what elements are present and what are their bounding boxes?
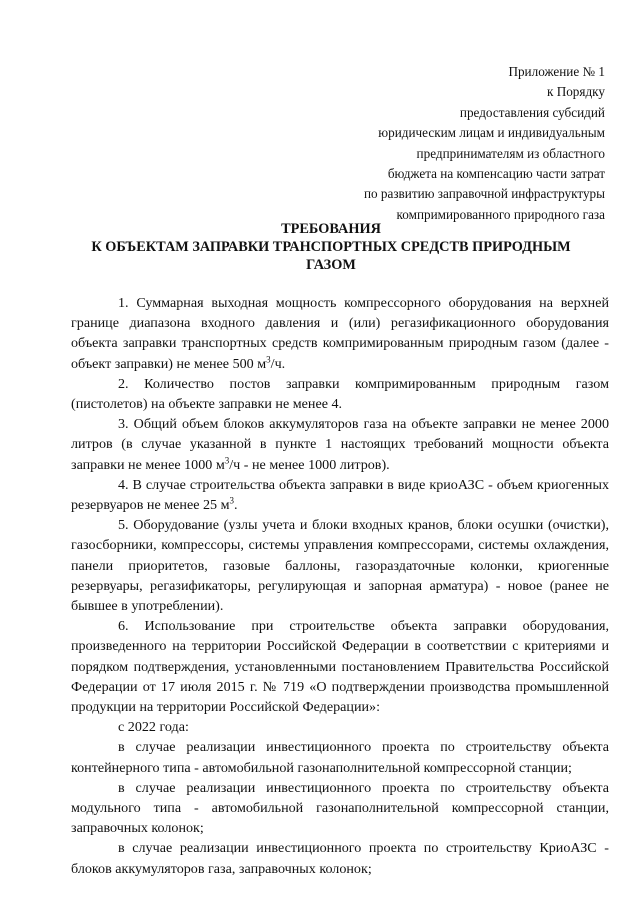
annex-line: Приложение № 1 [508,64,605,79]
requirement-3: 3. Общий объем блоков аккумуляторов газа на объекте заправки не менее 2000 литров (в случае указанной в пункте 1 настоящих требований мощности объекта заправки не менее 1000 $м^3/ч$ - не менее 1000 литров). [71,416,609,473]
requirement-5: 5. Оборудование (узлы учета и блоки входных кранов, блоки осушки (очистки), газосборники, компрессоры, системы управления компрессорами, системы охлаждения, панели приоритетов, газовые баллоны, газораздаточные колонки, криогенные резервуары, регазификаторы, регулирующая и запорная арматура) - новое (ранее не бывшее в употреблении). [71,517,609,615]
requirement-4: 4. В случае строительства объекта заправки в виде криоАЗС - объем криогенных резервуаров не менее 25 $м^3$. [71,476,609,514]
requirement-6-case-cryo: в случае реализации инвестиционного проекта по строительству КриоАЗС - блоков аккумуляторов газа, заправочных колонок; [71,840,609,877]
annex-line: юридическим лицам и индивидуальным [378,125,605,141]
annex-line: по развитию заправочной инфраструктуры [363,186,605,202]
annex-line: предоставления субсидий [459,104,605,120]
requirement-6-since: с 2022 года: [118,719,189,736]
annex-header [285,62,605,225]
requirement-6-case-container: в случае реализации инвестиционного проекта по строительству объекта контейнерного типа - автомобильной газонаполнительной компрессорной станции; [71,739,609,776]
document-title [62,220,600,274]
annex-line: компримированного природного газа [396,206,605,222]
requirement-6-case-modular: в случае реализации инвестиционного проекта по строительству объекта модульного типа - автомобильной газонаполнительной компрессорной станции, заправочных колонок; [71,779,609,837]
requirements-body [71,293,609,879]
requirement-1: 1. Суммарная выходная мощность компрессорного оборудования на верхней границе диапазона входного давления и (или) регазификационного оборудования объекта заправки транспортных средств компримированным природным газом (далее - объект заправки) не менее 500 $м^3/ч$. [71,295,609,372]
title-line: ТРЕБОВАНИЯ [281,221,381,237]
annex-line: бюджета на компенсацию части затрат [387,166,605,182]
requirement-2: 2. Количество постов заправки компримированным природным газом (пистолетов) на объекте заправки не менее 4. [71,375,609,413]
annex-line: к Порядку [546,84,605,100]
requirement-6: 6. Использование при строительстве объекта заправки оборудования, произведенного на территории Российской Федерации в соответствии с критериями и порядком подтверждения, установленными постановлением Правительства Российской Федерации от 17 июля 2015 г. № 719 «О подтверждении производства промышленной продукции на территории Российской Федерации»: [71,618,609,716]
annex-line: предпринимателям из областного [416,145,605,161]
title-line: К ОБЪЕКТАМ ЗАПРАВКИ ТРАНСПОРТНЫХ СРЕДСТВ ПРИРОДНЫМ [91,239,571,255]
title-line: ГАЗОМ [306,257,356,273]
